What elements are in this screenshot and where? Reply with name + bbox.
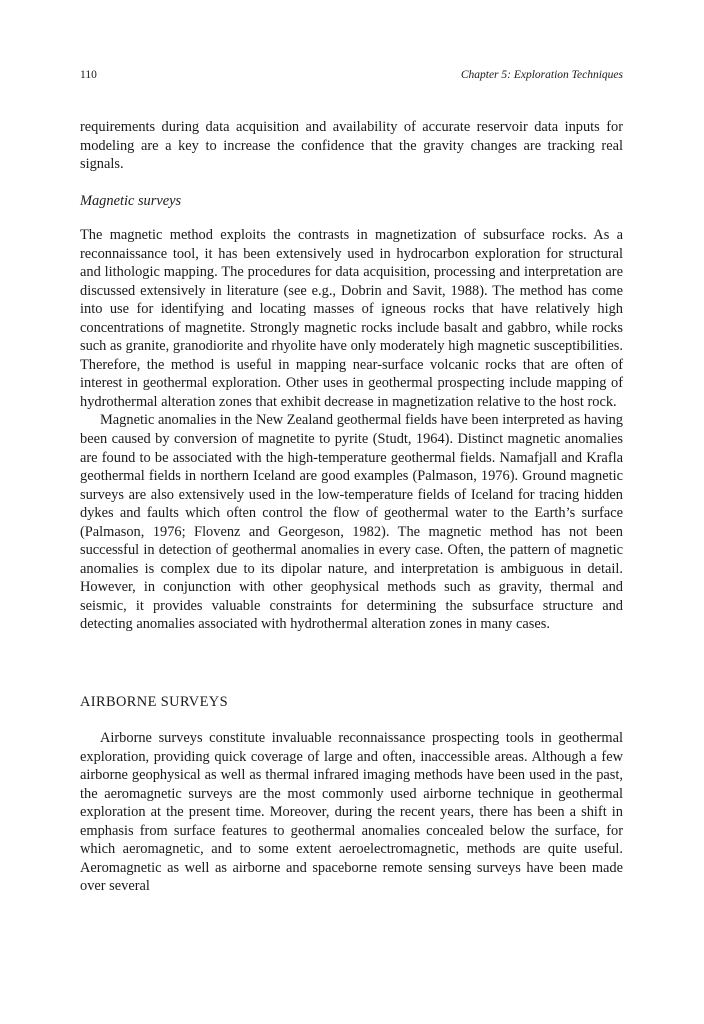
intro-paragraph-block xyxy=(80,118,623,174)
airborne-surveys-heading: AIRBORNE SURVEYS xyxy=(80,694,228,710)
magnetic-surveys-body xyxy=(80,226,623,634)
page-number: 110 xyxy=(80,69,97,81)
airborne-surveys-body xyxy=(80,729,623,896)
chapter-title: Chapter 5: Exploration Techniques xyxy=(460,69,623,81)
magnetic-paragraph-1: The magnetic method exploits the contrasts in magnetization of subsurface rocks. As a reconnaissance tool, it has been extensively used in hydrocarbon exploration for structural and lithologic mapping. The procedures for data acquisition, processing and interpretation are discussed extensively in literature (see e.g., Dobrin and Savit, 1988). The method has come into use for identifying and locating masses of igneous rocks that have relatively high concentrations of magnetite. Strongly magnetic rocks include basalt and gabbro, while rocks such as granite, granodiorite and rhyolite have only moderately high magnetic susceptibilities. Therefore, the method is useful in mapping near-surface volcanic rocks that are often of interest in geothermal exploration. Other uses in geothermal prospecting include mapping of hydrothermal alteration zones that exhibit decrease in magnetization relative to the host rock. xyxy=(80,227,623,410)
intro-paragraph: requirements during data acquisition and availability of accurate reservoir data inputs for modeling are a key to increase the confidence that the gravity changes are tracking real signals. xyxy=(80,119,623,173)
running-head xyxy=(80,67,623,83)
airborne-paragraph: Airborne surveys constitute invaluable reconnaissance prospecting tools in geothermal exploration, providing quick coverage of large and often, inaccessible areas. Although a few airborne geophysical as well as thermal infrared imaging methods have been used in the past, the aeromagnetic surveys are the most commonly used airborne technique in geothermal exploration at the present time. Moreover, during the recent years, there has been a shift in emphasis from surface features to geothermal anomalies concealed below the surface, for which aeromagnetic, and to some extent aeroelectromagnetic, methods are quite useful. Aeromagnetic as well as airborne and spaceborne remote sensing surveys have been made over several xyxy=(80,730,623,895)
magnetic-paragraph-2: Magnetic anomalies in the New Zealand geothermal fields have been interpreted as having been caused by conversion of magnetite to pyrite (Studt, 1964). Distinct magnetic anomalies are found to be associated with the high-temperature geothermal fields. Namafjall and Krafla geothermal fields in northern Iceland are good examples (Palmason, 1976). Ground magnetic surveys are also extensively used in the low-temperature fields of Iceland for tracing hidden dykes and faults which often control the flow of geothermal water to the Earth’s surface (Palmason, 1976; Flovenz and Georgeson, 1982). The magnetic method has not been successful in detection of geothermal anomalies in every case. Often, the pattern of magnetic anomalies is complex due to its dipolar nature, and interpretation is ambiguous in detail. However, in conjunction with other geophysical methods such as gravity, thermal and seismic, it provides valuable constraints for determining the subsurface structure and detecting anomalies associated with hydrothermal alteration zones in many cases. xyxy=(80,412,623,633)
magnetic-surveys-heading: Magnetic surveys xyxy=(80,193,182,209)
